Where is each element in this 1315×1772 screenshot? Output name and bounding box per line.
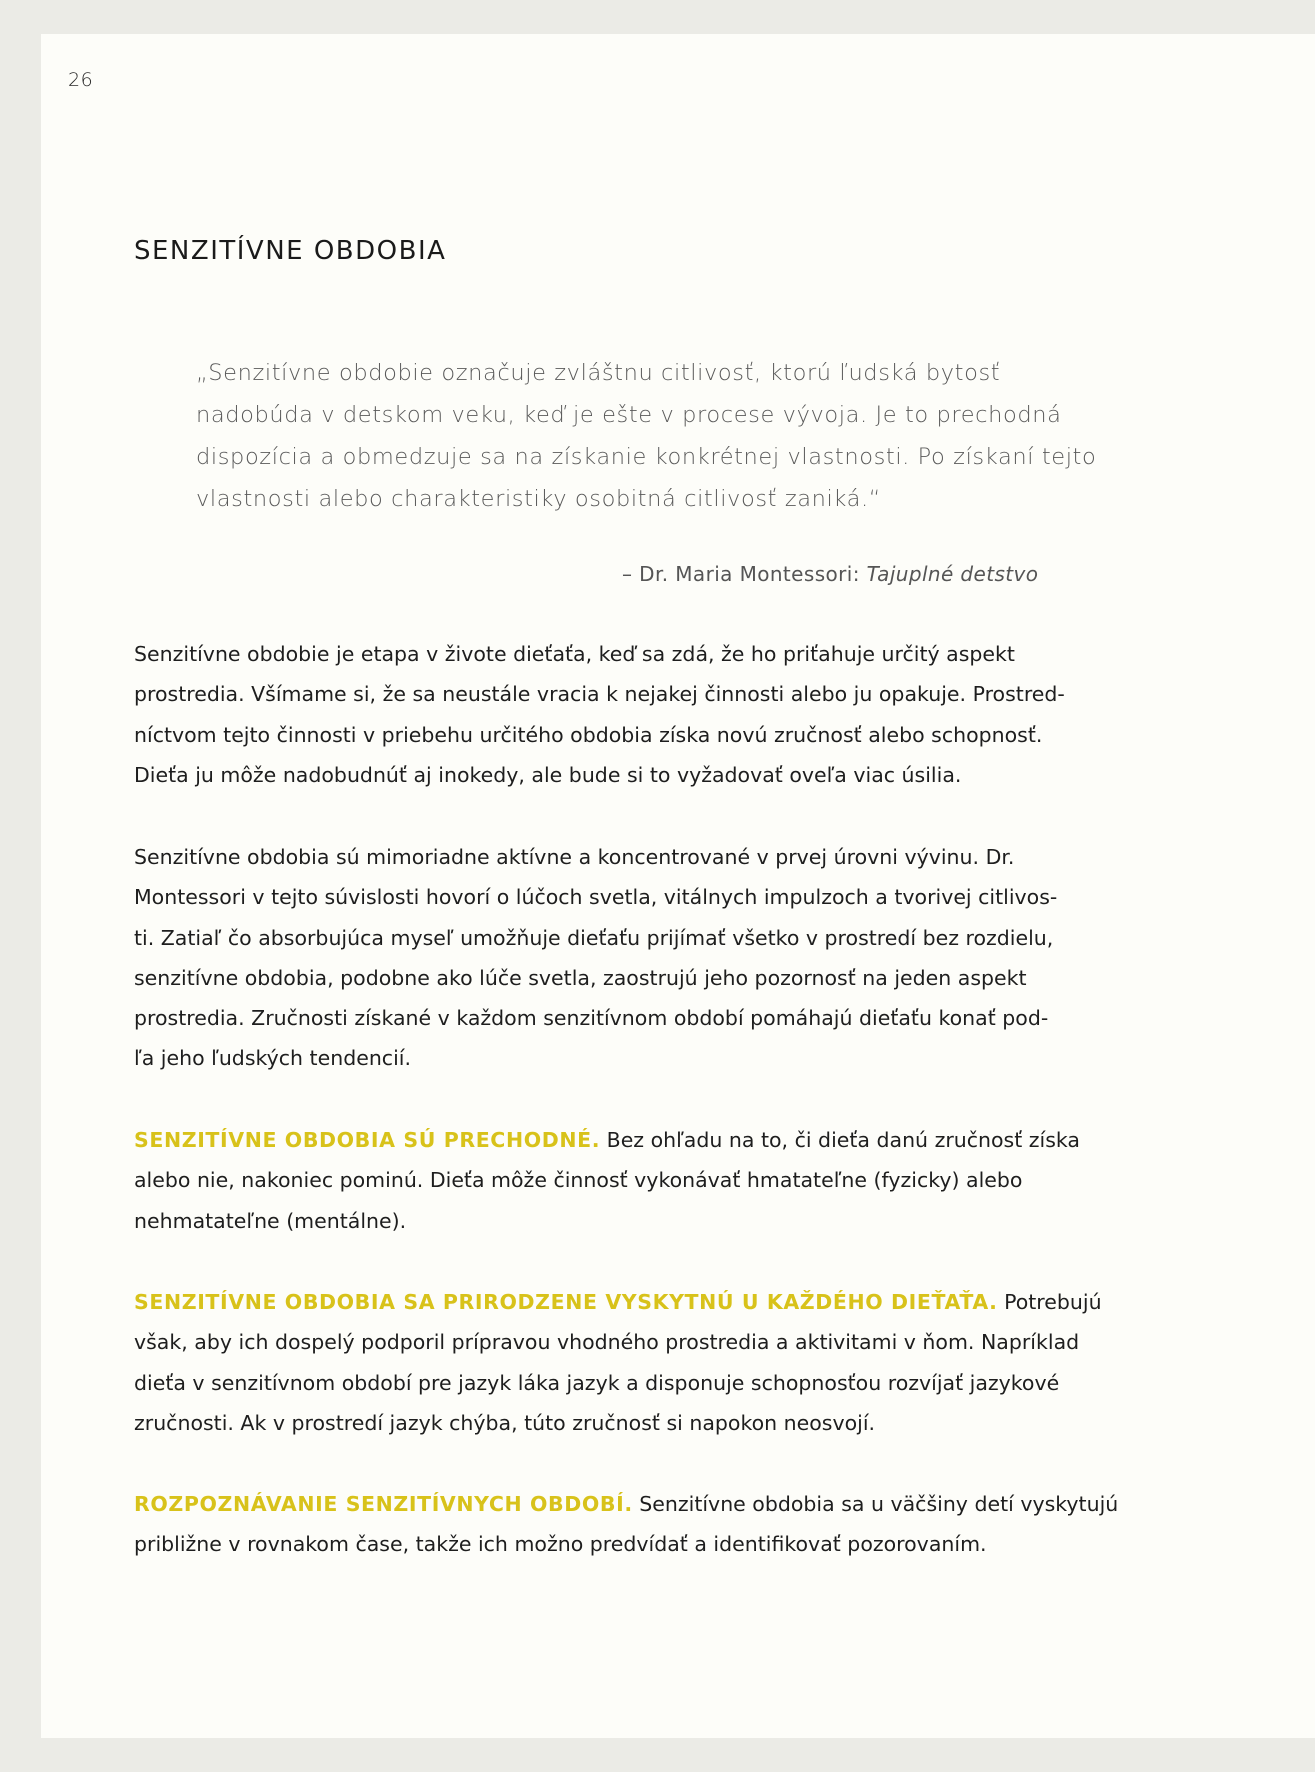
paragraph-first-line — [134, 1282, 1134, 1322]
body-paragraph-1 — [134, 634, 1134, 795]
paragraph-line: zručnosti. Ak v prostredí jazyk chýba, túto zručnosť si napokon neosvojí. — [134, 1410, 876, 1435]
attribution-work-title: Tajuplné detstvo — [866, 562, 1039, 586]
paragraph-first-line — [134, 1120, 1134, 1160]
epigraph-quote — [196, 352, 1096, 520]
paragraph-line: približne v rovnakom čase, takže ich možno predvídať a identifikovať pozorovaním. — [134, 1532, 987, 1557]
page-number: 26 — [68, 69, 94, 91]
paragraph-line: níctvom tejto činnosti v priebehu určitého obdobia získa novú zručnosť alebo schopnosť. — [134, 722, 1043, 747]
body-paragraph-4 — [134, 1282, 1134, 1443]
paragraph-line: alebo nie, nakoniec pominú. Dieťa môže činnosť vykonávať hmatateľne (fyzicky) alebo — [134, 1168, 1023, 1193]
paragraph-first-line — [134, 1484, 1134, 1524]
paragraph-lead-heading: ROZPOZNÁVANIE SENZITÍVNYCH OBDOBÍ. — [134, 1492, 633, 1516]
quote-line: nadobúda v detskom veku, keď je ešte v procese vývoja. Je to prechodná — [196, 402, 1062, 428]
paragraph-line: Senzitívne obdobia sú mimoriadne aktívne a koncentrované v prvej úrovni vývinu. Dr. — [134, 845, 1015, 869]
paragraph-line: prostredia. Všímame si, že sa neustále vracia k nejakej činnosti alebo ju opakuje. Prostred- — [134, 682, 1065, 707]
quote-attribution — [622, 562, 1038, 586]
paragraph-line: však, aby ich dospelý podporil prípravou vhodného prostredia a aktivitami v ňom. Napríklad — [134, 1330, 1080, 1355]
paragraph-line: Montessori v tejto súvislosti hovorí o lúčoch svetla, vitálnych impulzoch a tvorivej citlivos- — [134, 885, 1058, 910]
paragraph-line: prostredia. Zručnosti získané v každom senzitívnom období pomáhajú dieťaťu konať pod- — [134, 1006, 1049, 1031]
body-paragraph-3 — [134, 1120, 1134, 1241]
paragraph-line: ľa jeho ľudských tendencií. — [134, 1046, 411, 1071]
paragraph-lead-heading: SENZITÍVNE OBDOBIA SA PRIRODZENE VYSKYTNÚ U KAŽDÉHO DIEŤAŤA. — [134, 1290, 998, 1314]
paragraph-line: Senzitívne obdobie je etapa v živote dieťaťa, keď sa zdá, že ho priťahuje určitý aspekt — [134, 642, 1015, 666]
attribution-author: – Dr. Maria Montessori: — [622, 562, 867, 586]
paragraph-first-line-text: Bez ohľadu na to, či dieťa danú zručnosť získa — [600, 1128, 1080, 1152]
quote-line: vlastnosti alebo charakteristiky osobitná citlivosť zaniká.“ — [196, 486, 881, 512]
quote-line: „Senzitívne obdobie označuje zvláštnu citlivosť, ktorú ľudská bytosť — [196, 360, 1001, 386]
paragraph-first-line-text: Potrebujú — [997, 1290, 1102, 1314]
quote-line: dispozícia a obmedzuje sa na získanie konkrétnej vlastnosti. Po získaní tejto — [196, 444, 1097, 470]
paragraph-line: ti. Zatiaľ čo absorbujúca myseľ umožňuje dieťaťu prijímať všetko v prostredí bez rozdielu, — [134, 925, 1054, 950]
paragraph-line: Dieťa ju môže nadobudnúť aj inokedy, ale bude si to vyžadovať oveľa viac úsilia. — [134, 762, 962, 787]
paragraph-line: nehmatateľne (mentálne). — [134, 1208, 407, 1233]
paragraph-line: dieťa v senzitívnom období pre jazyk láka jazyk a disponuje schopnosťou rozvíjať jazykové — [134, 1370, 1060, 1395]
section-heading: SENZITÍVNE OBDOBIA — [134, 236, 447, 266]
paragraph-first-line-text: Senzitívne obdobia sa u väčšiny detí vyskytujú — [632, 1492, 1119, 1516]
body-paragraph-2 — [134, 837, 1134, 1079]
paragraph-lead-heading: SENZITÍVNE OBDOBIA SÚ PRECHODNÉ. — [134, 1128, 601, 1152]
paragraph-line: senzitívne obdobia, podobne ako lúče svetla, zaostrujú jeho pozornosť na jeden aspekt — [134, 965, 1027, 990]
body-paragraph-5 — [134, 1484, 1134, 1565]
